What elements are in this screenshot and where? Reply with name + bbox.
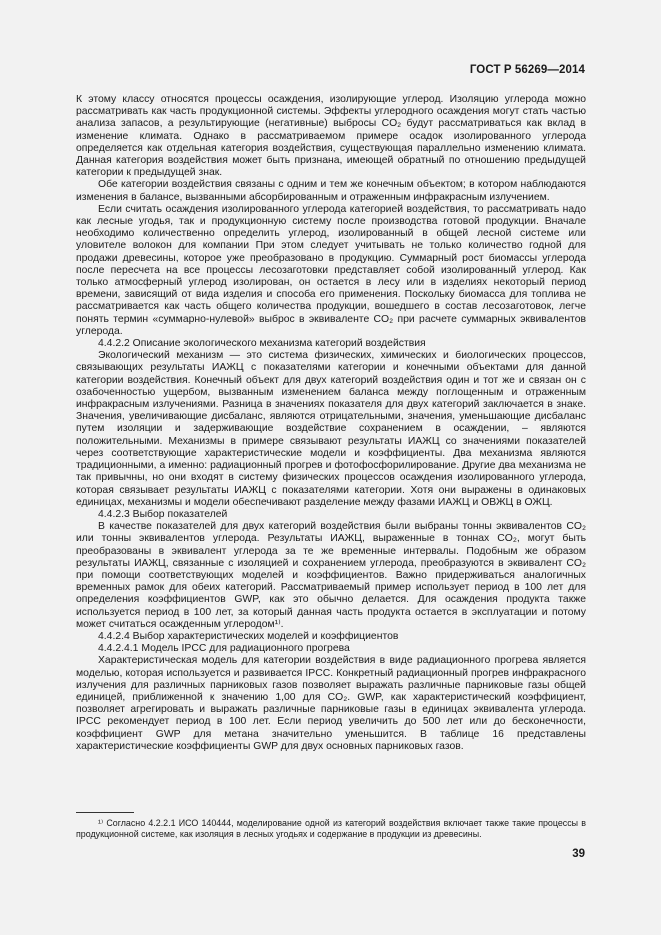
section-heading-4-4-2-4: 4.4.2.4 Выбор характеристических моделей и коэффициентов bbox=[98, 630, 399, 642]
paragraph-environmental-mechanism: Экологический механизм — это система физических, химических и биологических процессов, связывающих результаты ИАЖЦ с показателями категории и конечными объектами для данной категории воздействия. Конечный объект для двух категорий воздействия один и тот же и связан он с озабоченностью ущербом, вызванным изменением баланса между поглощенным и отраженным инфракрасным излучениями. Разница в значениях показателя для двух категорий заключается в знаке. Значения, увеличивающие дисбаланс, являются отрицательными, значения, уменьшающие дисбаланс путем изоляции и задерживающие воздействие сохранением в осаждении, – являются положительными. Механизмы в примере связывают результаты ИАЖЦ со значениями показателей через соответствующие характеристические модели и коэффициенты. Два механизма являются традиционными, а именно: радиационный прогрев и фотофосфорилирование. Другие два механизма не так привычны, но они входят в систему физических процессов осаждения изолированного углерода, которая связывает результаты ИАЖЦ с показателями категории. Хотя они выражены в одинаковых единицах, механизмы и модели обеспечивают разделение между фазами ИАЖЦ и ОВЖЦ в ОЖЦ. bbox=[76, 350, 586, 508]
section-heading-4-4-2-4-1: 4.4.2.4.1 Модель IPCC для радиационного прогрева bbox=[98, 643, 350, 655]
paragraph-indicator-selection: В качестве показателей для двух категорий воздействия были выбраны тонны эквивалентов CO₂ или тонны эквивалентов углерода. Результаты ИАЖЦ, выраженные в тоннах CO₂, могут быть преобразованы в эквивалент углерода за те же временные интервалы. Подобным же образом результаты ИАЖЦ, связанные с изоляцией и сохранением углерода, преобразуются в эквивалент CO₂ при помощи соответствующих моделей и коэффициентов. Важно придерживаться аналогичных временных рамок для обеих категорий. Рассматриваемый пример использует период в 100 лет для определения коэффициентов GWP, как это обычно делается. Для осаждения продукта также используется период в 100 лет, за который данная часть продукта остается в эксплуатации и потому может считаться осажденным углеродом¹⁾. bbox=[76, 521, 586, 630]
paragraph-ipcc-model: Характеристическая модель для категории воздействия в виде радиационного прогрева является моделью, которая используется и развивается IPCC. Конкретный радиационный прогрев инфракрасного излучения для различных парниковых газов позволяет выражать различные парниковые газы общей единицей, приближенной к значению 1,00 для CO₂. GWP, как характеристический коэффициент, позволяет агрегировать и выражать различные парниковые газы в единицах эквивалента углерода. IPCC рекомендует период в 100 лет. Если период увеличить до 500 лет или до бесконечности, коэффициент GWP для метана значительно уменьшится. В таблице 16 представлены характеристические коэффициенты GWP для двух основных парниковых газов. bbox=[76, 655, 586, 752]
footnote-divider bbox=[76, 812, 134, 813]
section-heading-4-4-2-3: 4.4.2.3 Выбор показателей bbox=[98, 508, 228, 520]
document-code: ГОСТ Р 56269—2014 bbox=[469, 64, 585, 76]
footnote: ¹⁾ Согласно 4.2.2.1 ИСО 140444, моделирование одной из категорий воздействия включает также такие процессы в продукционной системе, как изоляция в лесных угодьях и содержание в продукции из древесины. bbox=[76, 818, 586, 840]
paragraph-forest-system: Если считать осаждения изолированного углерода категорией воздействия, то рассматривать надо как лесные угодья, так и продукционную систему после производства готовой продукции. Вначале необходимо количественно определить углерод, изолированный в общей лесной системе или уловителе волокон для компании При этом следует учитывать не только количество годной для продажи древесины, которое уже преобразовано в продукцию. Суммарный рост биомассы углерода после пересчета на все процессы лесозаготовки представляет собой изолированный углерод. Как только атмосферный углерод изолирован, он остается в лесу или в изделиях некоторый период времени, зависящий от вида изделия и способа его применения. Поскольку биомасса для топлива не рассматривается как часть общего количества продукции, вошедшего в состав лесозаготовок, легче понять термин «суммарно-нулевой» выброс в эквиваленте CO₂ при расчете суммарных эквивалентов углерода. bbox=[76, 203, 586, 337]
paragraph-common-endpoint: Обе категории воздействия связаны с одним и тем же конечным объектом; в котором наблюдаются изменения в балансе, вызванными абсорбированным и отраженным инфракрасным излучением. bbox=[76, 179, 586, 203]
page-number: 39 bbox=[572, 848, 585, 860]
main-text bbox=[76, 94, 586, 753]
section-heading-4-4-2-2: 4.4.2.2 Описание экологического механизма категорий воздействия bbox=[98, 338, 426, 350]
paragraph-carbon-sequestration: К этому классу относятся процессы осаждения, изолирующие углерод. Изоляцию углерода можно рассматривать как часть продукционной системы. Эффекты углеродного осаждения могут стать частью анализа запасов, а результирующие (негативные) выбросы CO₂ будут рассматриваться как вклад в изменение климата. Однако в рассматриваемом примере осадок изолированного углерода определяется как отдельная категория воздействия, существующая параллельно изменению климата. Данная категория воздействия может быть признана, имеющей обратный по отношению предыдущей категории к предыдущей знак. bbox=[76, 94, 586, 179]
